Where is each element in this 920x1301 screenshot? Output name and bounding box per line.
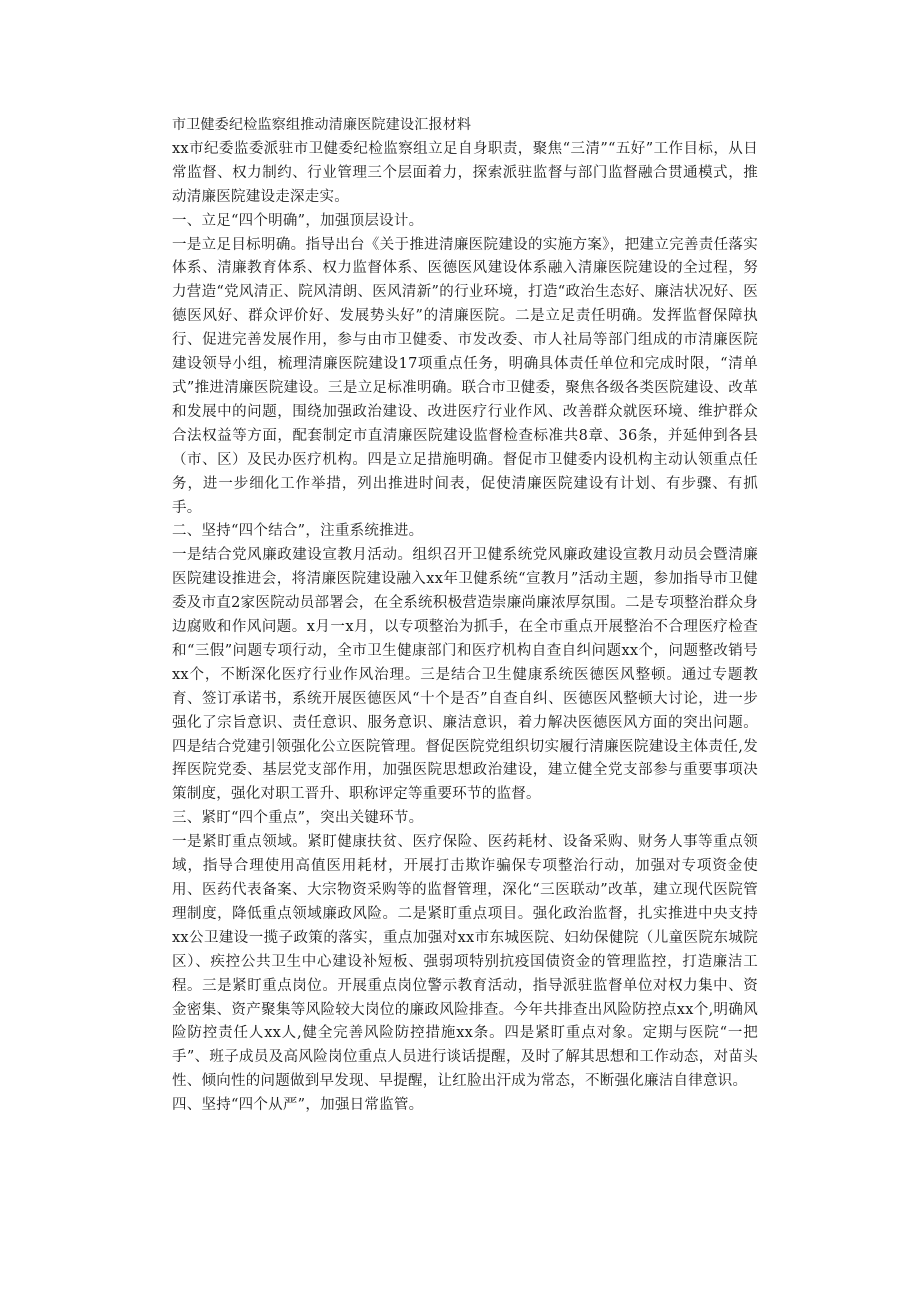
document-title: 市卫健委纪检监察组推动清廉医院建设汇报材料 xyxy=(172,117,472,133)
section-1-heading: 一、立足“四个明确”，加强顶层设计。 xyxy=(172,212,424,229)
section-1-body: 一是立足目标明确。指导出台《关于推进清廉医院建设的实施方案》，把建立完善责任落实体系、清廉教育体系、权力监督体系、医德医风建设体系融入清廉医院建设的全过程，努力营造“党风清正、院风清朗、医风清新”的行业环境，打造“政治生态好、廉洁状况好、医德医风好、群众评价好、发展势头好”的清廉医院。二是立足责任明确。发挥监督保障执行、促进完善发展作用，参与由市卫健委、市发改委、市人社局等部门组成的市清廉医院建设领导小组，梳理清廉医院建设17项重点任务，明确具体责任单位和完成时限，“清单式”推进清廉医院建设。三是立足标准明确。联合市卫健委，聚焦各级各类医院建设、改革和发展中的问题，围绕加强政治建设、改进医疗行业作风、改善群众就医环境、维护群众合法权益等方面，配套制定市直清廉医院建设监督检查标准共8章、36条，并延伸到各县（市、区）及民办医疗机构。四是立足措施明确。督促市卫健委内设机构主动认领重点任务，进一步细化工作举措，列出推进时间表，促使清廉医院建设有计划、有步骤、有抓手。 xyxy=(172,236,758,516)
document-body xyxy=(172,114,758,1118)
section-3-heading: 三、紧盯“四个重点”，突出关键环节。 xyxy=(172,810,424,827)
intro-paragraph: xx市纪委监委派驻市卫健委纪检监察组立足自身职责，聚焦“三清”“五好”工作目标，从日常监督、权力制约、行业管理三个层面着力，探索派驻监督与部门监督融合贯通模式，推动清廉医院建设走深走实。 xyxy=(172,140,758,205)
section-4-heading: 四、坚持“四个从严”，加强日常监管。 xyxy=(172,1097,424,1114)
section-2-body: 一是结合党风廉政建设宣教月活动。组织召开卫健系统党风廉政建设宣教月动员会暨清廉医院建设推进会，将清廉医院建设融入xx年卫健系统“宣教月”活动主题，参加指导市卫健委及市直2家医院动员部署会，在全系统积极营造崇廉尚廉浓厚氛围。二是专项整治群众身边腐败和作风问题。x月一x月，以专项整治为抓手，在全市重点开展整治不合理医疗检查和“三假”问题专项行动，全市卫生健康部门和医疗机构自查自纠问题xx个，问题整改销号xx个，不断深化医疗行业作风治理。三是结合卫生健康系统医德医风整顿。通过专题教育、签订承诺书，系统开展医德医风“十个是否”自查自纠、医德医风整顿大讨论，进一步强化了宗旨意识、责任意识、服务意识、廉洁意识，着力解决医德医风方面的突出问题。四是结合党建引领强化公立医院管理。督促医院党组织切实履行清廉医院建设主体责任,发挥医院党委、基层党支部作用，加强医院思想政治建设，建立健全党支部参与重要事项决策制度，强化对职工晋升、职称评定等重要环节的监督。 xyxy=(172,547,758,803)
section-3-body: 一是紧盯重点领域。紧盯健康扶贫、医疗保险、医药耗材、设备采购、财务人事等重点领域，指导合理使用高值医用耗材，开展打击欺诈骗保专项整治行动，加强对专项资金使用、医药代表备案、大宗物资采购等的监督管理，深化“三医联动”改革，建立现代医院管理制度，降低重点领域廉政风险。二是紧盯重点项目。强化政治监督，扎实推进中央支持xx公卫建设一揽子政策的落实，重点加强对xx市东城医院、妇幼保健院（儿童医院东城院区）、疾控公共卫生中心建设补短板、强弱项特别抗疫国债资金的管理监控，打造廉洁工程。三是紧盯重点岗位。开展重点岗位警示教育活动，指导派驻监督单位对权力集中、资金密集、资产聚集等风险较大岗位的廉政风险排查。今年共排查出风险防控点xx个,明确风险防控责任人xx人,健全完善风险防控措施xx条。四是紧盯重点对象。定期与医院“一把手”、班子成员及高风险岗位重点人员进行谈话提醒，及时了解其思想和工作动态，对苗头性、倾向性的问题做到早发现、早提醒，让红脸出汗成为常态，不断强化廉洁自律意识。 xyxy=(172,834,758,1090)
section-2-heading: 二、坚持“四个结合”，注重系统推进。 xyxy=(172,523,424,540)
